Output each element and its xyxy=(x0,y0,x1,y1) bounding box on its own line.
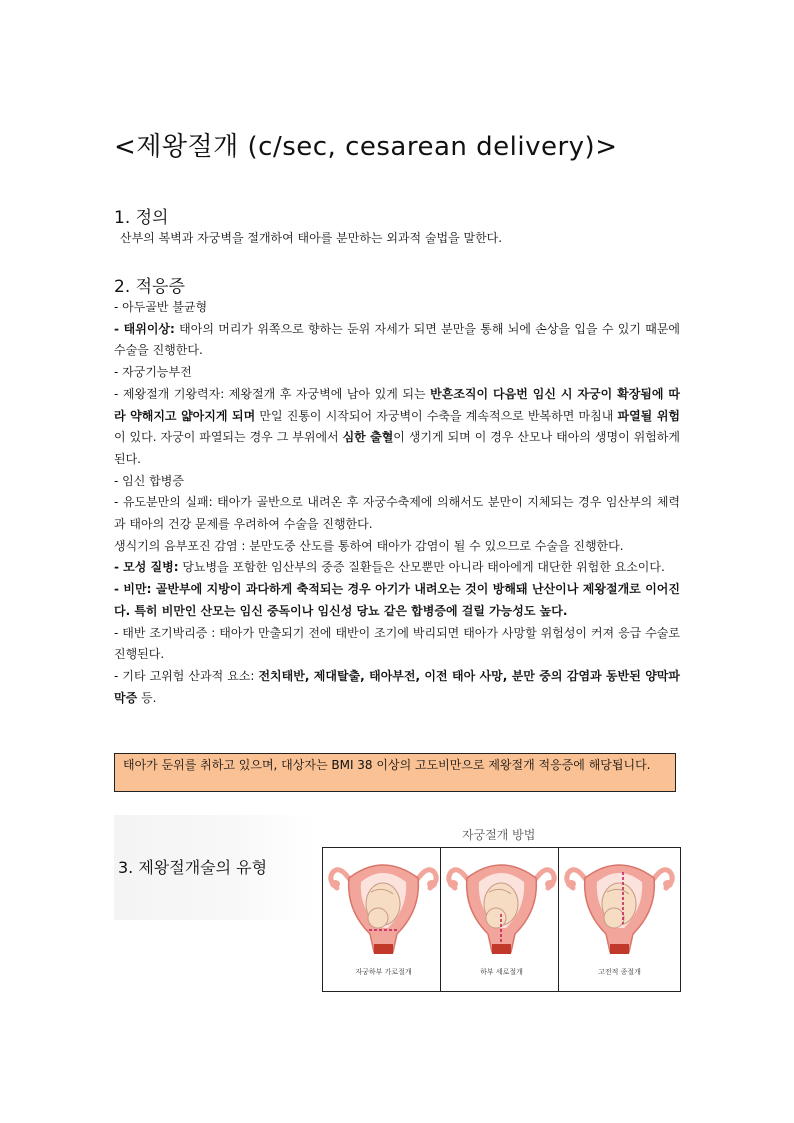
incision-panel-classical xyxy=(558,847,681,992)
uterus-illustration xyxy=(323,848,444,966)
uterus-illustration xyxy=(559,848,680,966)
indications-list xyxy=(114,297,680,709)
indication-item: - 유도분만의 실패: 태아가 골반으로 내려온 후 자궁수축제에 의해서도 분만이 지체되는 경우 임산부의 체력과 태아의 건강 문제를 우려하여 수술을 진행한다. xyxy=(114,495,680,532)
panel-caption: 고전적 종절개 xyxy=(598,968,641,976)
page-title: <제왕절개 (c/sec, cesarean delivery)> xyxy=(114,132,618,162)
definition-text: 산부의 복벽과 자궁벽을 절개하여 태아를 분만하는 외과적 술법을 말한다. xyxy=(120,231,503,245)
section-heading-types: 3. 제왕절개술의 유형 xyxy=(118,858,268,877)
indication-item: - 비만: 골반부에 지방이 과다하게 축적되는 경우 아기가 내려오는 것이 방해돼 난산이나 제왕절개로 이어진다. 특히 비만인 산모는 임신 중독이나 임신성 당뇨 같은 합병증에 걸릴 가능성도 높다. xyxy=(114,582,680,618)
incision-panel-lower-vertical xyxy=(440,847,563,992)
indication-item: - 태반 조기박리증 : 태아가 만출되기 전에 태반이 조기에 박리되면 태아가 사망할 위험성이 커져 응급 수술로 진행된다. xyxy=(114,625,680,662)
indication-item: 생식기의 음부포진 감염 : 분만도중 산도를 통하여 태아가 감염이 될 수 있으므로 수술을 진행한다. xyxy=(114,538,624,553)
indication-item: - 아두골반 불균형 xyxy=(114,300,208,314)
panel-caption: 자궁하부 가로절개 xyxy=(355,968,412,976)
panel-caption: 하부 세로절개 xyxy=(480,968,523,976)
patient-note-box: 태아가 둔위를 취하고 있으며, 대상자는 BMI 38 이상의 고도비만으로 제왕절개 적응증에 해당됩니다. xyxy=(114,753,676,792)
indication-item: - 기타 고위험 산과적 요소: 전치태반, 제대탈출, 태아부전, 이전 태아 사망, 분만 중의 감염과 동반된 양막파막증 등. xyxy=(114,668,680,705)
indication-item: - 임신 합병증 xyxy=(114,473,184,488)
indication-item: - 태위이상: 태아의 머리가 위쪽으로 향하는 둔위 자세가 되면 분만을 통해 뇌에 손상을 입을 수 있기 때문에 수술을 진행한다. xyxy=(114,321,681,358)
section-heading-definition: 1. 정의 xyxy=(114,208,169,228)
incision-panel-horizontal xyxy=(322,847,445,992)
uterus-illustration xyxy=(441,848,562,966)
figure-title: 자궁절개 방법 xyxy=(462,828,536,842)
indication-item: - 자궁기능부전 xyxy=(114,365,192,380)
indication-item: - 모성 질병: 당뇨병을 포함한 임산부의 중증 질환들은 산모뿐만 아니라 태아에게 대단한 위험한 요소이다. xyxy=(114,560,665,575)
indication-item: - 제왕절개 기왕력자: 제왕절개 후 자궁벽에 남아 있게 되는 반흔조직이 다음번 임신 시 자궁이 확장됨에 따라 약해지고 얇아지게 되며 만일 진통이 시작되어 자궁벽이 수축을 계속적으로 반복하면 마침내 파열될 위험이 있다. 자궁이 파열되는 경우 그 부위에서 심한 출혈이 생기게 되며 이 경우 산모나 태아의 생명이 위험하게 된다. xyxy=(114,386,680,466)
section-heading-indications: 2. 적응증 xyxy=(114,277,185,297)
